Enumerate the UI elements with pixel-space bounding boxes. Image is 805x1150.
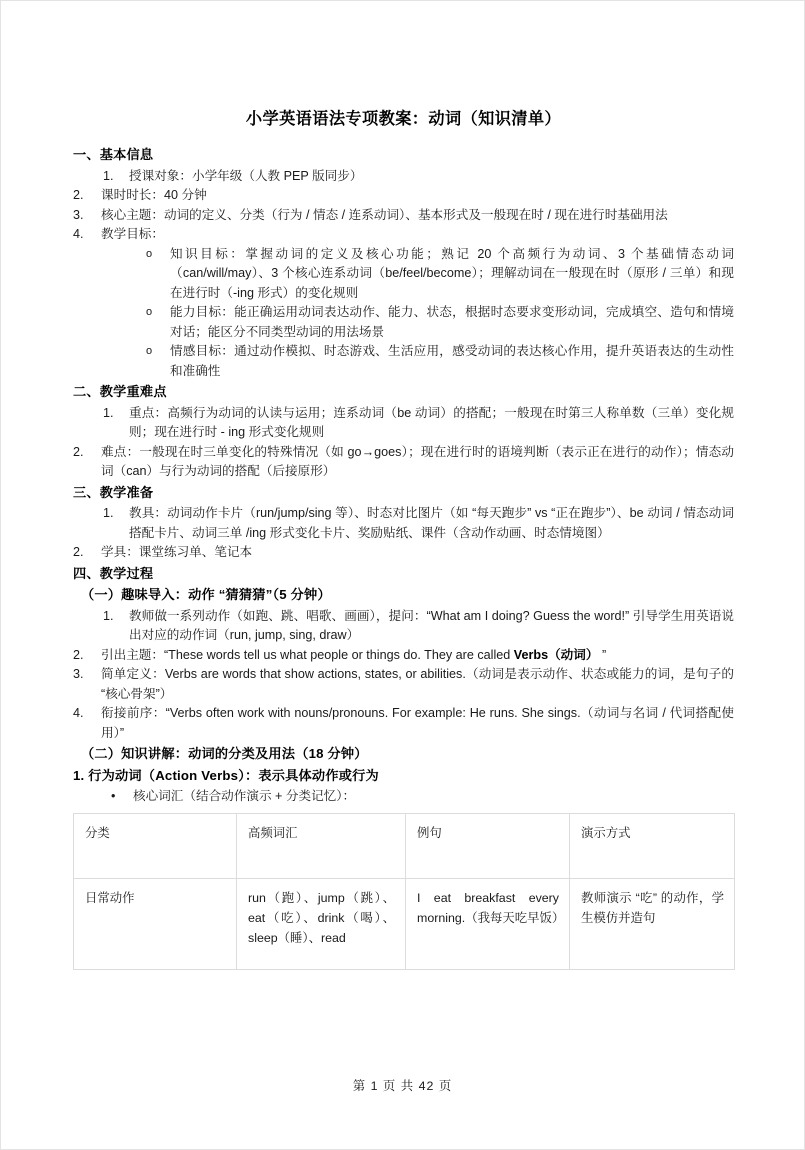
vocabulary-table — [73, 813, 735, 970]
subsection-heading-warmup: （一）趣味导入：动作 “猜猜猜”（5 分钟） — [81, 587, 331, 603]
table-cell-example: I eat breakfast every morning.（我每天吃早饭） — [406, 878, 570, 969]
list-item — [73, 704, 734, 743]
list-item — [73, 404, 734, 443]
list-marker: 2. — [73, 188, 84, 203]
list-item-text: 简单定义：Verbs are words that show actions, states, or abilities.（动词是表示动作、状态或能力的词，是句子的 “核心骨架”） — [101, 667, 734, 701]
list-item-text: 学具：课堂练习单、笔记本 — [101, 545, 253, 560]
list-item — [73, 665, 734, 704]
list-marker: 2. — [73, 647, 84, 662]
list-item-text: 教学目标： — [101, 227, 164, 242]
list-item-text: 教师做一系列动作（如跑、跳、唱歌、画画），提问：“What am I doing? Guess the word!” 引导学生用英语说出对应的动作词（run, jump, sing, draw） — [129, 608, 734, 643]
list-item-text-pre: 引出主题：“These words tell us what people or things do. They are called — [101, 647, 514, 662]
list-item — [73, 543, 734, 563]
list-item-text: 难点：一般现在时三单变化的特殊情况（如 go→goes）；现在进行时的语境判断（表示正在进行的动作）；情态动词（can）与行为动词的搭配（后接原形） — [101, 444, 734, 479]
list-marker: 4. — [73, 227, 84, 242]
list-item — [73, 167, 734, 187]
list-item-text: 授课对象：小学年级（人教 PEP 版同步） — [129, 168, 363, 183]
sub-list-item-text: 能力目标：能正确运用动词表达动作、能力、状态，根据时态要求变形动词，完成填空、造句和情境对话；能区分不同类型动词的用法场景 — [170, 305, 734, 339]
list-item-text: 核心主题：动词的定义、分类（行为 / 情态 / 连系动词）、基本形式及一般现在时 / 现在进行时基础用法 — [101, 207, 668, 222]
table-cell-vocab: run（跑）、jump（跳）、eat（吃）、drink（喝）、sleep（睡）、read — [237, 878, 406, 969]
list-item-text-post: ” — [598, 647, 607, 662]
bullet-item-text: 核心词汇（结合动作演示 + 分类记忆）： — [133, 789, 356, 804]
list-marker: 2. — [73, 545, 84, 560]
sub-list-item — [73, 342, 734, 381]
list-item — [73, 504, 734, 543]
sub-list-item — [73, 245, 734, 304]
table-header-cell: 高频词汇 — [237, 813, 406, 878]
bullet-item — [73, 787, 734, 807]
table-header-cell: 例句 — [406, 813, 570, 878]
circle-bullet-icon: o — [146, 247, 153, 260]
list-item — [73, 646, 734, 666]
page-footer: 第 1 页 共 42 页 — [352, 1079, 453, 1093]
list-item-text — [101, 646, 734, 666]
list-item — [73, 206, 734, 226]
section-heading-preparation: 三、教学准备 — [73, 484, 154, 500]
page-title: 小学英语语法专项教案：动词（知识清单） — [245, 110, 562, 128]
emphasis-verbs: Verbs（动词） — [513, 647, 599, 662]
list-item-text: 衔接前序：“Verbs often work with nouns/pronouns. For example: He runs. She sings.（动词与名词 / 代词搭配使用）” — [101, 706, 734, 740]
circle-bullet-icon: o — [146, 306, 153, 319]
list-marker: 4. — [73, 706, 84, 721]
circle-bullet-icon: o — [146, 345, 153, 358]
list-item-text: 重点：高频行为动词的认读与运用；连系动词（be 动词）的搭配；一般现在时第三人称单数（三单）变化规则；现在进行时 - ing 形式变化规则 — [129, 405, 734, 440]
table-cell-demo: 教师演示 “吃” 的动作，学生模仿并造句 — [570, 878, 735, 969]
list-item — [73, 186, 734, 206]
sub-list-item — [73, 303, 734, 342]
list-item-text: 教具：动词动作卡片（run/jump/sing 等）、时态对比图片（如 “每天跑步” vs “正在跑步”）、be 动词 / 情态动词搭配卡片、动词三单 /ing 形式变化卡片、奖励贴纸、课件（含动作动画、时态情境图） — [129, 506, 734, 540]
table-header-row — [74, 813, 735, 878]
list-item-text: 课时时长：40 分钟 — [101, 188, 207, 203]
list-marker: 1. — [103, 168, 114, 183]
list-marker: 2. — [73, 444, 84, 459]
list-item — [73, 607, 734, 646]
list-marker: 1. — [103, 405, 114, 420]
list-marker: 3. — [73, 667, 84, 682]
list-marker: 1. — [103, 506, 114, 521]
section-heading-process: 四、教学过程 — [73, 565, 154, 581]
subsection-heading-knowledge: （二）知识讲解：动词的分类及用法（18 分钟） — [81, 746, 368, 762]
section-heading-key-points: 二、教学重难点 — [73, 384, 167, 400]
document-body — [73, 1, 734, 970]
list-marker: 1. — [103, 608, 114, 623]
table-header-cell: 分类 — [74, 813, 237, 878]
table-row — [74, 878, 735, 969]
list-marker: 3. — [73, 207, 84, 222]
subsection-heading-action-verbs: 1. 行为动词（Action Verbs）：表示具体动作或行为 — [73, 767, 379, 783]
table-header-cell: 演示方式 — [570, 813, 735, 878]
sub-list-item-text: 知识目标：掌握动词的定义及核心功能；熟记 20 个高频行为动词、3 个基础情态动词（can/will/may）、3 个核心连系动词（be/feel/become）；理解动词在一般现在时（原形 / 三单）和现在进行时（-ing 形式）的变化规则 — [170, 246, 734, 300]
list-item — [73, 225, 734, 245]
dot-bullet-icon: • — [111, 789, 116, 804]
table-cell-category: 日常动作 — [74, 878, 237, 969]
section-heading-basic-info: 一、基本信息 — [73, 147, 154, 163]
sub-list-item-text: 情感目标：通过动作模拟、时态游戏、生活应用，感受动词的表达核心作用，提升英语表达的生动性和准确性 — [170, 344, 734, 378]
list-item — [73, 443, 734, 482]
